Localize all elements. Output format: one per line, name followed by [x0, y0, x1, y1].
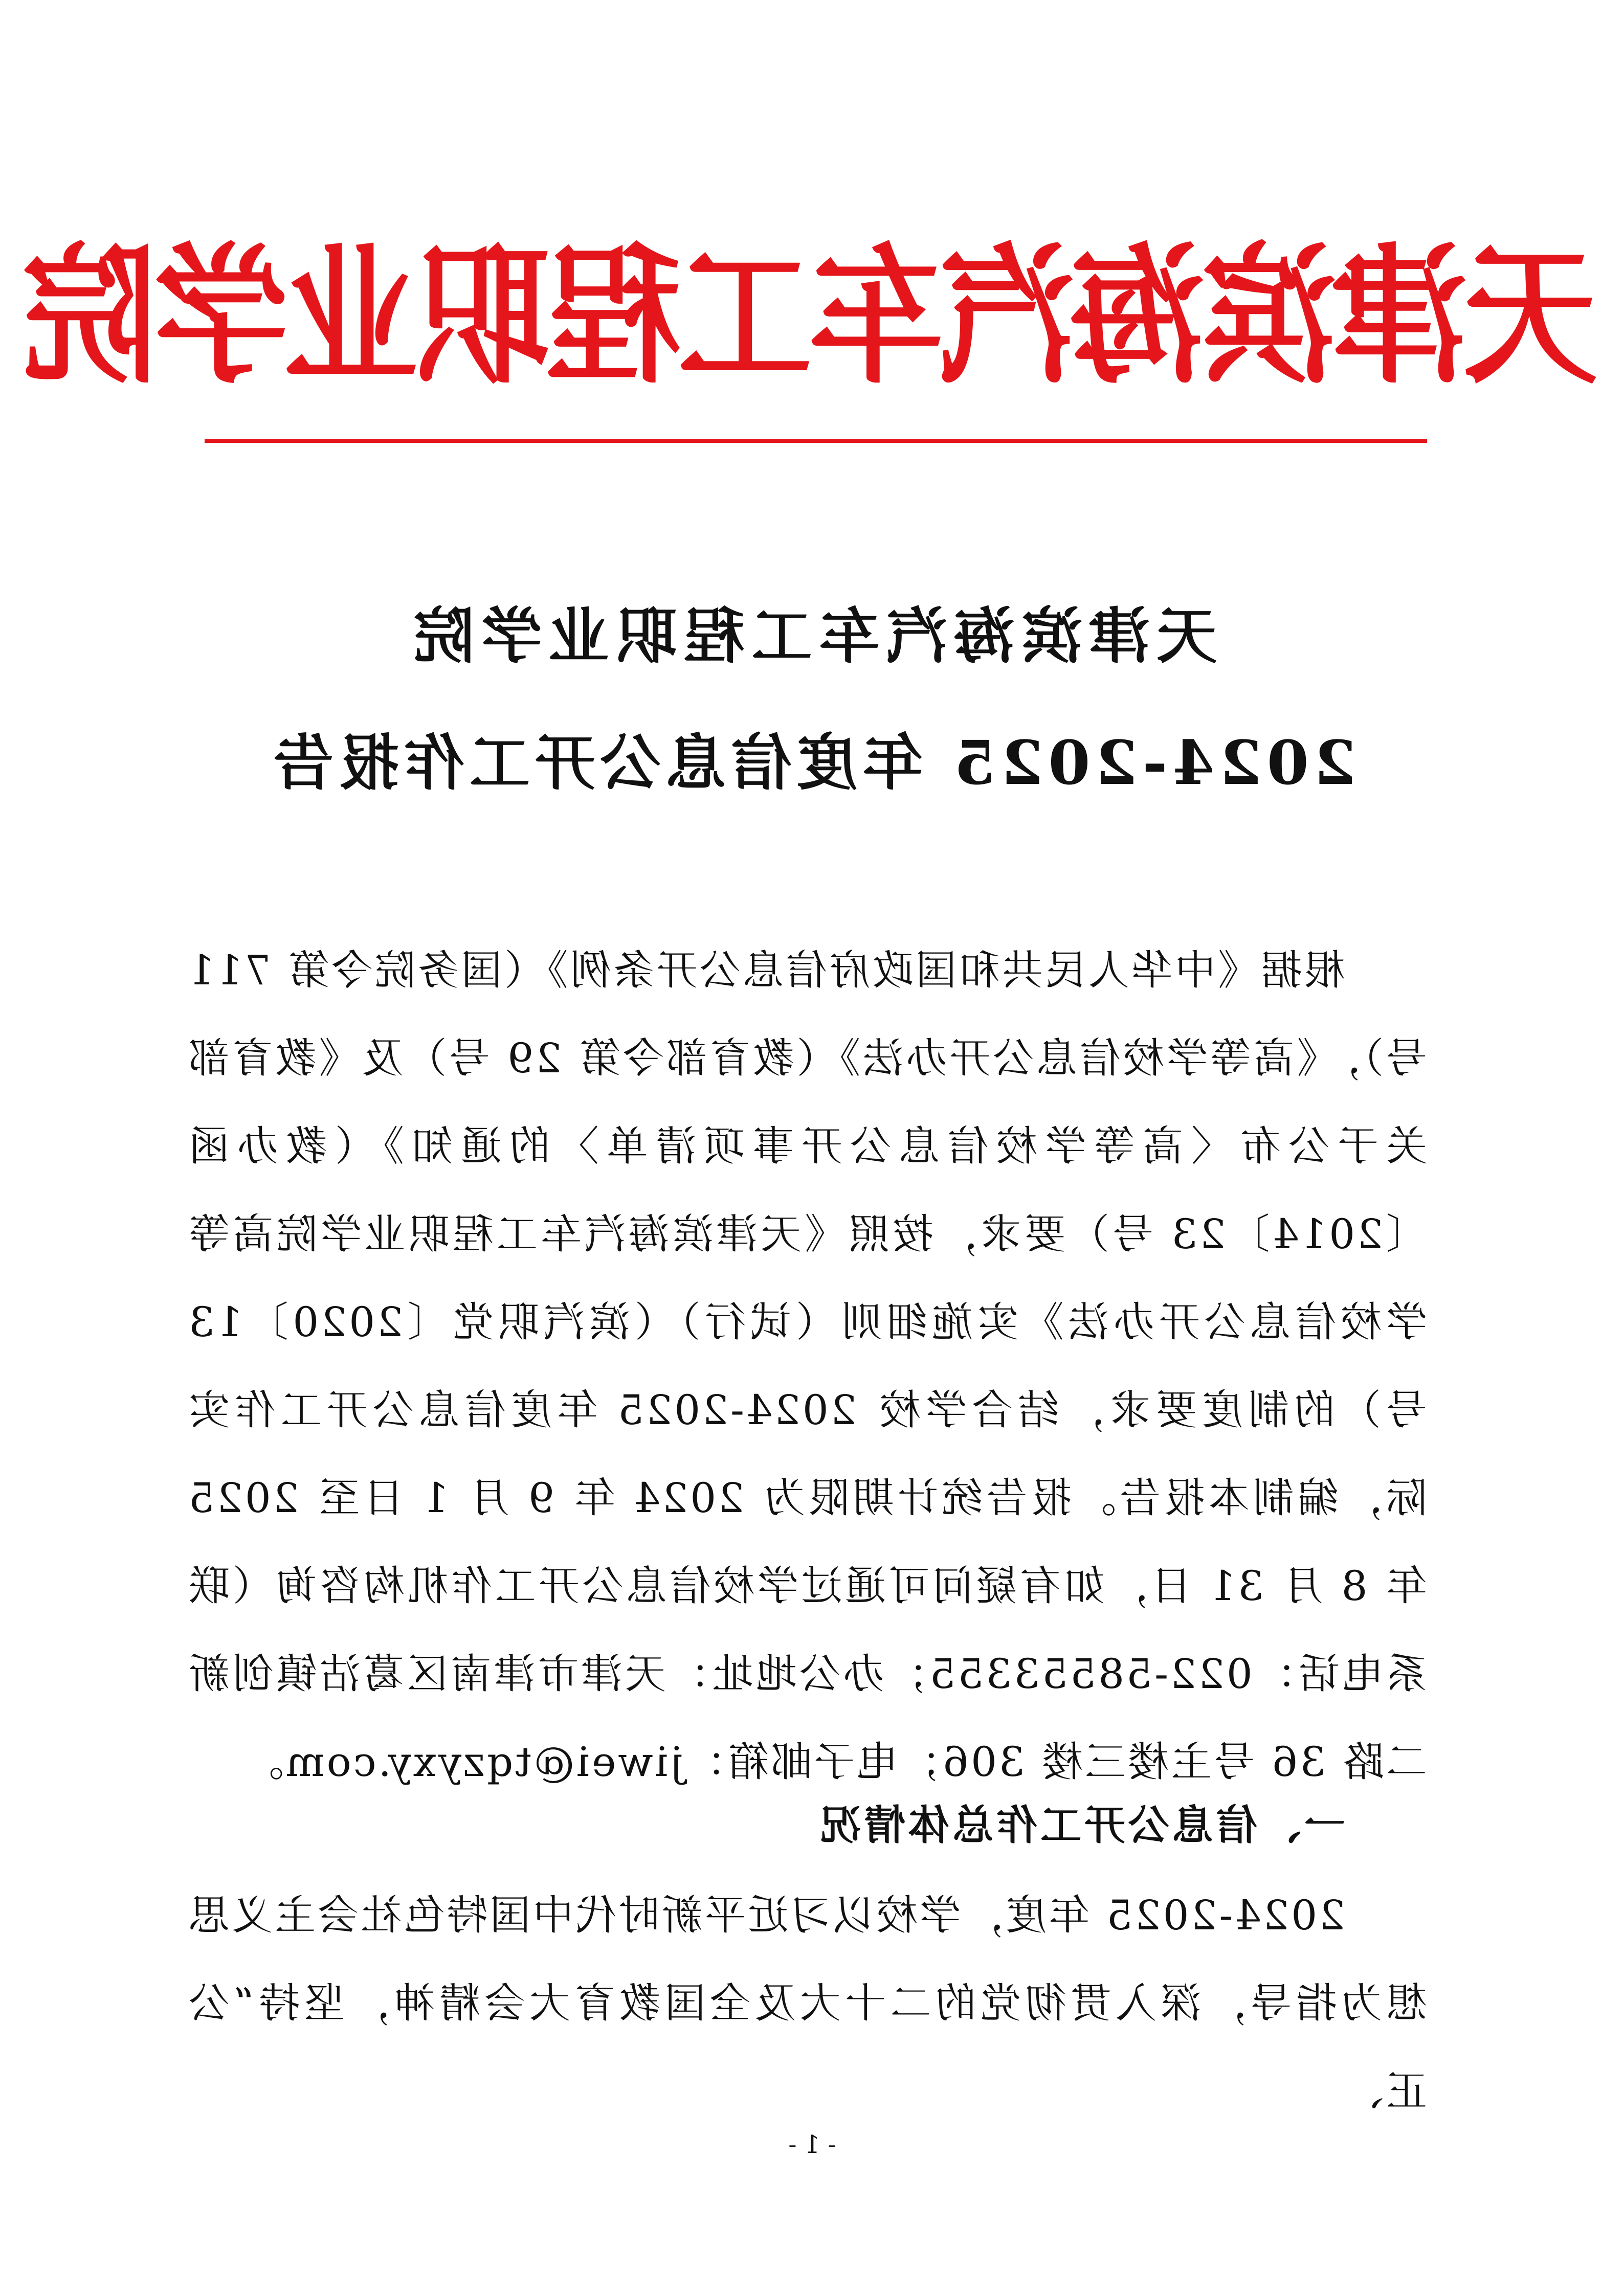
report-title-year: 2024-2025 年度信息公开工作报告 — [268, 727, 1356, 798]
report-title-institution: 天津滨海汽车工程职业学院 — [407, 600, 1217, 671]
section-1-paragraph: 2024-2025 年度，学校以习近平新时代中国特色社会主义思想为指导，深入贯彻党的二十大及全国教育大会精神，坚持“公正、 — [187, 1892, 1427, 2115]
section-heading-overview: 一、信息公开工作总体情况 — [817, 1802, 1345, 1849]
intro-paragraph: 根据《中华人民共和国政府信息公开条例》（国务院令第 711 号），《高等学校信息公开办法》（教育部令第 29 号）及《教育部关于公布〈高等学校信息公开事项清单〉的通知》（教办函〔2014〕23 号）要求，按照《天津滨海汽车工程职业学院高等学校信息公开办法》实施细则（试行）（滨汽职党〔2020〕13 号）的制度要求，结合学校 2024-2025 年度信息公开工作实际，编制本报告。报告统计期限为 2024 年 9 月 1 日至 2025 年 8 月 31 日，如有疑问可通过学校信息公开工作机构咨询（联系电话：022-58553355；办公地址：天津市津南区葛沽镇创新二路 36 号主楼三楼 306；电子邮箱：jiwei@tqzyxy.com。 — [187, 947, 1427, 1786]
masthead-divider — [205, 439, 1427, 443]
page-number: - 1 - — [788, 2130, 836, 2159]
institution-masthead: 天津滨海汽车工程职业学院 — [26, 229, 1598, 404]
